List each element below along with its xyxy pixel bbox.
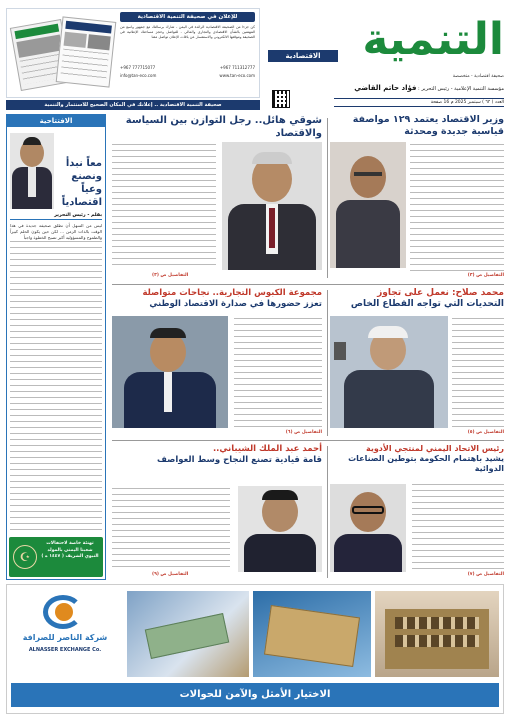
divider-v-bot [327,446,328,578]
editorial-column [6,114,106,580]
article-shawqi-title: شوقي هائل.. رجل التوازن بين السياسة والاقتصاد [125,115,322,139]
article-kabous-title-b: تعزز حضورها في صدارة الاقتصاد الوطني [149,299,322,309]
ad-site[interactable]: www.tan-eco.com [219,73,255,78]
tagline: صحيفة اقتصادية - متخصصة [452,74,504,79]
editorial-footer-box [9,537,103,577]
issue-line: العدد ( ٦٣ ) سبتمبر 2025 م 16 صفحة [334,98,504,107]
masthead [268,6,504,110]
logo-sub: الاقتصادية [268,50,338,62]
salah-photo [330,316,448,428]
shawqi-photo [222,142,322,270]
divider-h-1 [112,284,504,285]
article-shaibani-title-a: أحمد عبد الملك الشيباني.. [212,444,322,454]
article-standards[interactable] [330,114,504,282]
editor-name: فؤاد حاتم القاضي [354,84,417,92]
ad-photo-money-hands [127,591,249,677]
article-pharma-body [412,484,504,570]
article-standards-title: وزير الاقتصاد يعتمد ١٢٩ مواصفة قياسية جديدة ومحدثة [352,114,504,137]
article-kabous-more[interactable]: التفاصيل ص (٦) [285,430,322,435]
ad-body: كن جزءاً من الصحيفة الاقتصادية الرائدة في اليمن - شارك برسالتك مع جمهور واسع من المهتمين بالشأن الاقتصادي والتجاري والمالي - للتواصل وحجز مساحتك الإعلانية في الصحيفة وموقعها الالكتروني والاستفسار عن باقات الإعلان تواصل معنا [120,25,255,39]
alnasser-name-en: ALNASSER EXCHANGE Co. [28,647,102,653]
ad-newspaper-image [13,17,117,89]
alnasser-mark [43,595,83,629]
article-shawqi-more[interactable]: التفاصيل ص (٣) [152,273,189,278]
ad-phone-1[interactable]: +967 777715077 [120,65,156,70]
pharma-photo [330,484,406,572]
kabous-photo [112,316,228,428]
article-pharma-title-b: يشيد باهتمام الحكومة بتوطين الصناعات الدوائية [348,454,504,473]
article-standards-more[interactable]: التفاصيل ص (٣) [467,273,504,278]
article-kabous-body [234,318,322,428]
article-salah-body [452,318,504,428]
qr-code [272,90,290,108]
article-shaibani-title-b: قامة قيادية تصنع النجاح وسط العواصف [157,455,322,465]
editorial-author: بقلم - رئيس التحرير [10,213,102,220]
article-salah[interactable] [330,288,504,438]
article-kabous[interactable] [112,288,324,438]
publisher-line [334,84,504,92]
article-shawqi[interactable] [112,114,324,282]
minister-photo [330,142,406,268]
article-shaibani-body [112,488,230,570]
editorial-footer-text: تهنئة خاصة لاحتفالات شعبنا اليمني بالمولد النبوي الشريف ( ١٤٤٧ ه ) [41,541,99,559]
article-pharma[interactable] [330,444,504,580]
article-salah-title-b: التحديات التي تواجه القطاع الخاص [350,299,504,309]
divider-v-mid [327,290,328,436]
ad-slogan-bar: الاختيار الأمثل والآمن للحوالات [11,683,499,707]
shaibani-photo [238,486,322,572]
article-shaibani-more[interactable]: التفاصيل ص (٩) [152,572,189,577]
article-kabous-title-a: مجموعة الكبوس التجارية.. نجاحات متواصلة [142,288,322,298]
divider-h-2 [112,440,504,441]
ad-strip: صحيفة التنمية الاقتصادية .. إعلانك في المكان الصحيح للاستثمار والتنمية [6,100,260,110]
alnasser-logo [13,593,117,663]
editorial-intro: ليس من السهل أن تطلق صحيفة جديدة في هذا الوقت بالذات الزمن ... لكن حين يكون الحلم كبيراً والطموح والمسؤولية أكبر تصبح الخطوة واجباً [10,223,102,240]
editorial-headline: معاً نبدأ ونصنع وعياً اقتصادياً [61,158,102,208]
ad-phone-2[interactable]: +967 711312777 [219,65,255,70]
mosque-icon: ☪ [13,545,37,569]
article-salah-title-a: محمد صلاح: نعمل على تجاوز [377,288,504,298]
article-pharma-more[interactable]: التفاصيل ص (٧) [467,572,504,577]
ad-banner [6,8,260,98]
ad-photo-building [375,591,499,677]
editorial-body [10,241,102,533]
ad-email[interactable]: info@tan-eco.com [120,73,157,78]
divider-v-top [327,118,328,278]
article-standards-body [410,144,504,272]
alnasser-name-ar: شركة الناصر للصرافة [22,633,108,642]
ad-contact [120,65,255,89]
article-shawqi-body [112,144,216,268]
article-pharma-title-a: رئيس الاتحاد اليمني لمنتجي الأدوية [365,444,504,453]
bottom-ad [6,584,504,714]
article-shaibani[interactable] [112,444,324,580]
editorial-header: الافتتاحية [7,115,105,127]
publisher: مؤسسة التنمية الإعلامية - رئيس التحرير : [418,86,504,92]
article-salah-more[interactable]: التفاصيل ص (٥) [467,430,504,435]
logo [304,12,504,72]
ad-title: للإعلان في صحيفة التنمية الاقتصادية [120,12,255,22]
logo-text: التنمية [362,14,504,65]
editor-photo [10,133,54,209]
ad-photo-cash [253,591,371,677]
